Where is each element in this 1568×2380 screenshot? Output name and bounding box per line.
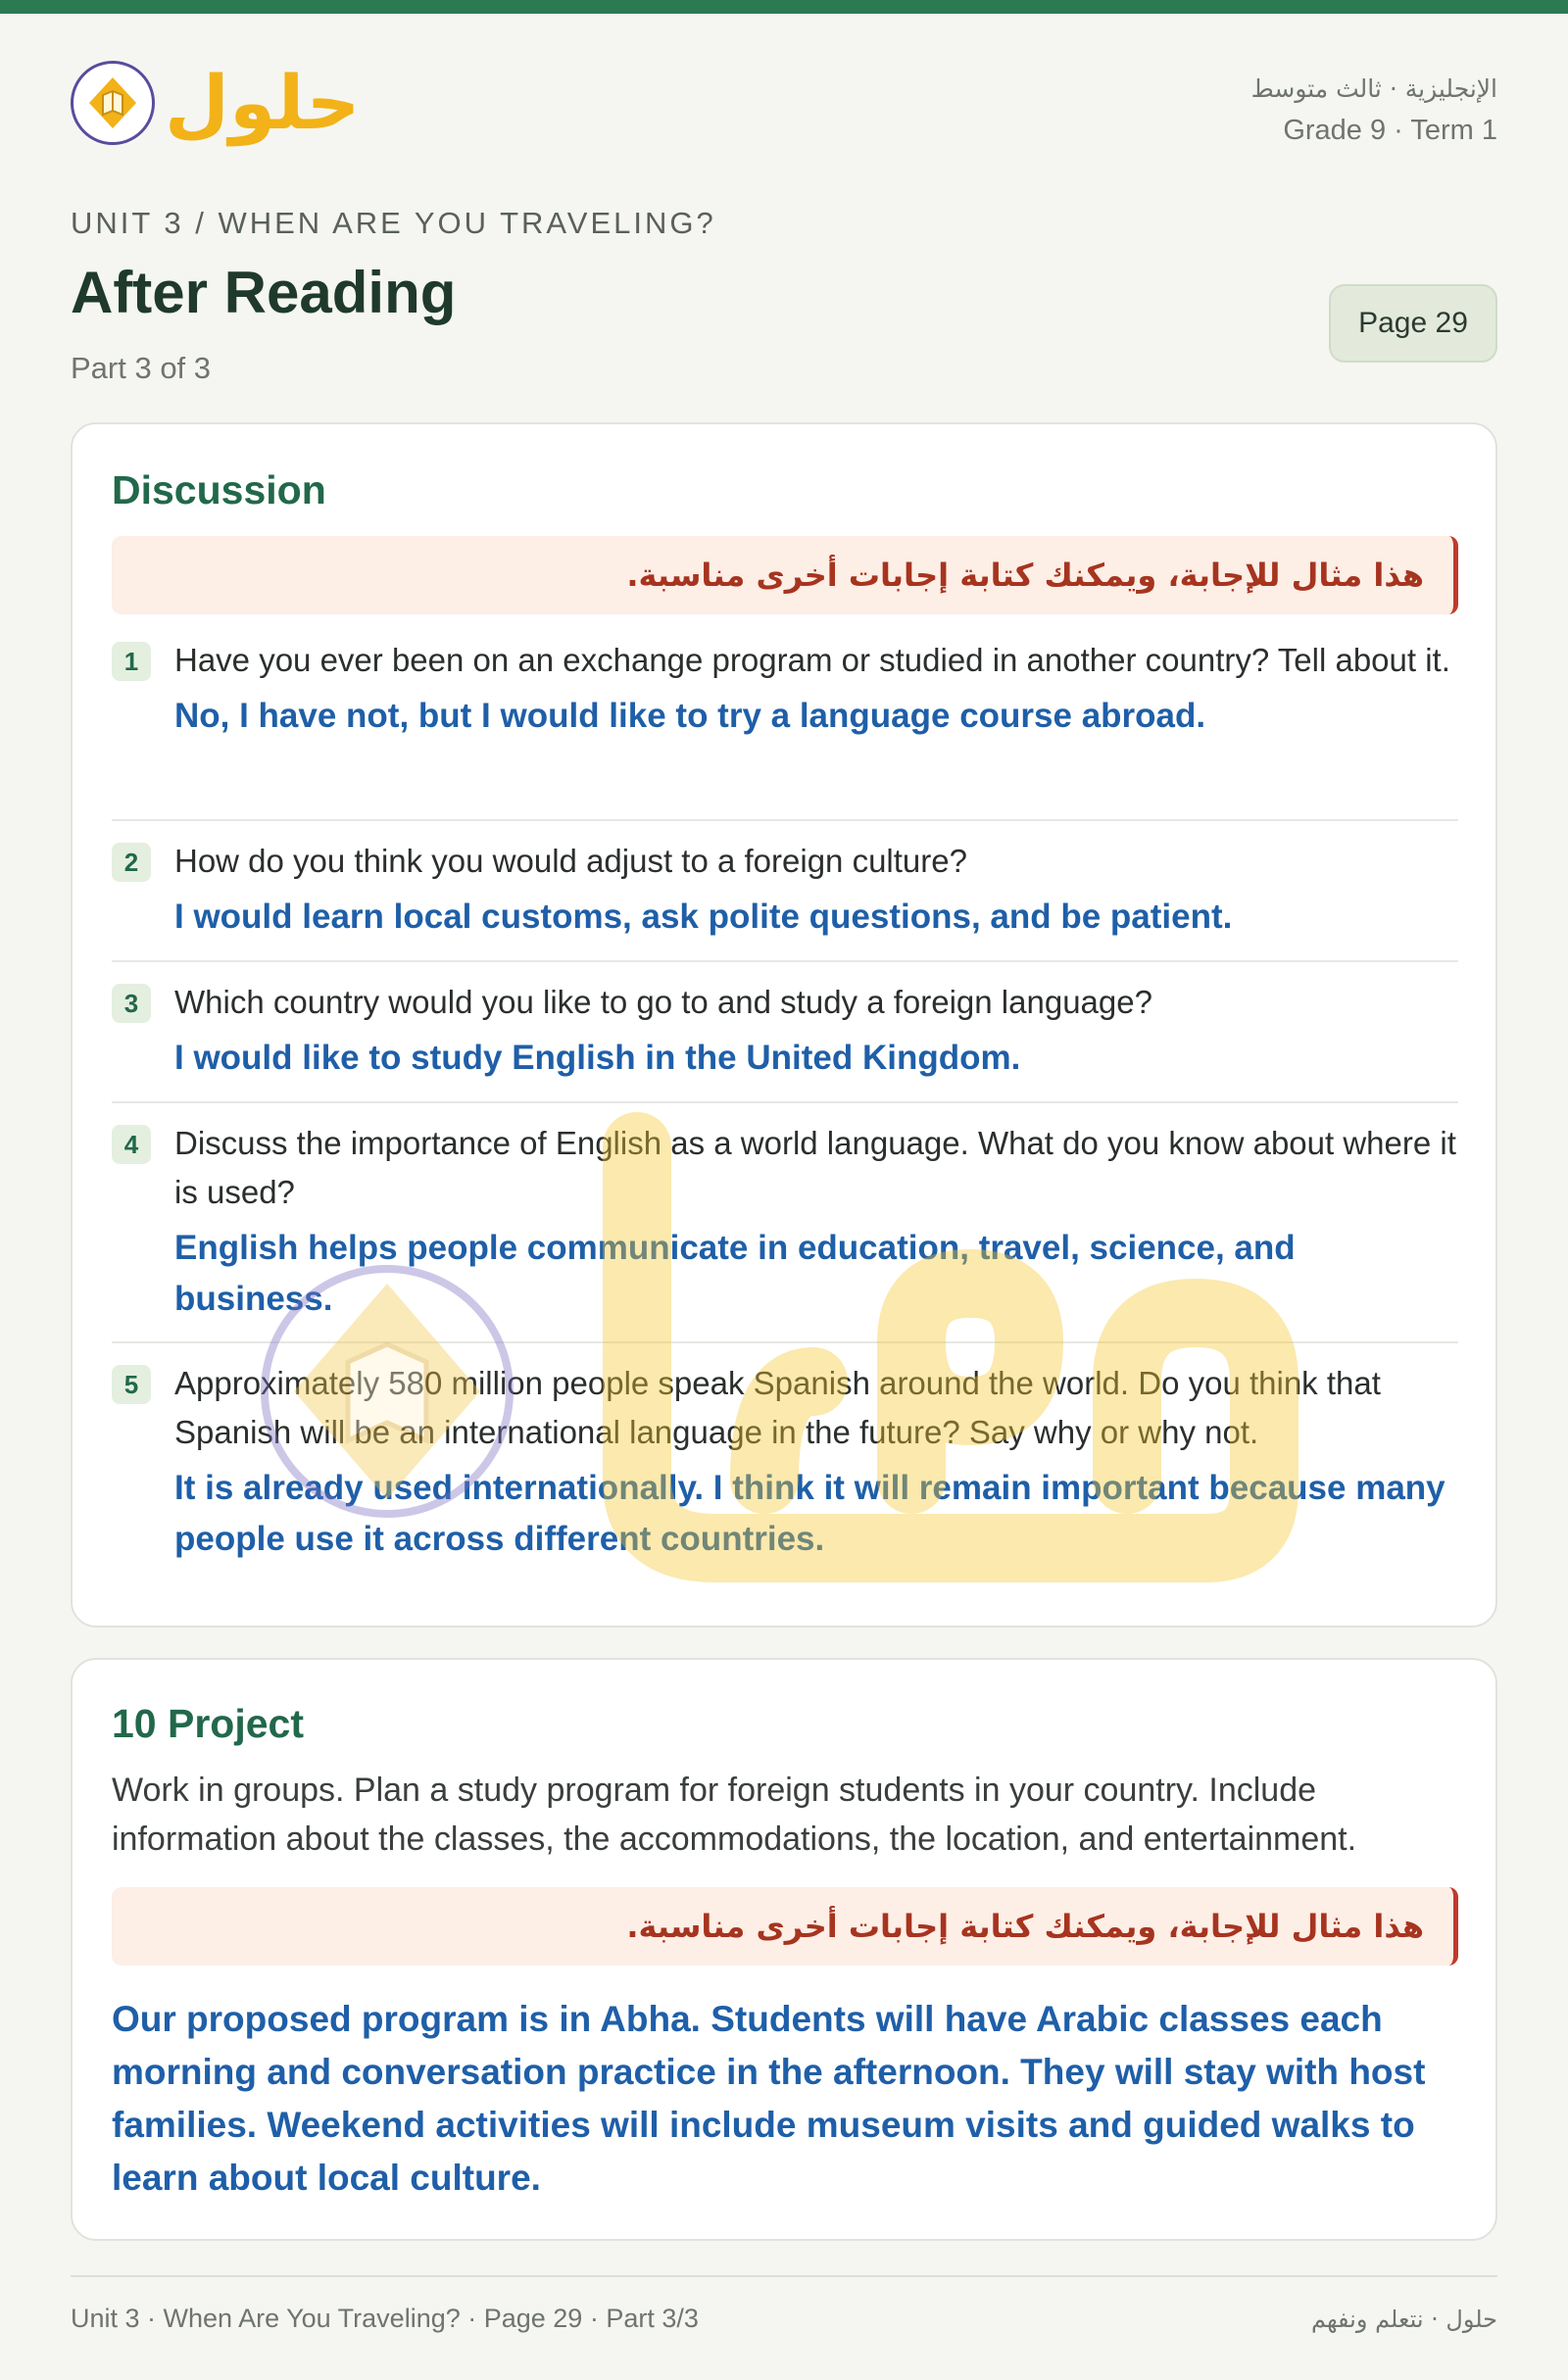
question-number: 1 [112, 642, 151, 681]
answer-text: I would learn local customs, ask polite questions, and be patient. [174, 898, 1233, 936]
logo [71, 61, 360, 145]
list-item [112, 1103, 1458, 1343]
project-card [71, 1658, 1497, 2241]
discussion-title: Discussion [112, 467, 326, 512]
list-item [112, 1343, 1458, 1588]
logo-emblem-icon [71, 61, 155, 145]
footer-brand: حلول · نتعلم ونفهم [1311, 2306, 1497, 2333]
list-item [112, 821, 1458, 962]
answer-text: English helps people communicate in education, travel, science, and business. [174, 1229, 1296, 1318]
question-number: 2 [112, 843, 151, 882]
part-label: Part 3 of 3 [71, 351, 212, 385]
question-list [112, 630, 1458, 1588]
project-answer: Our proposed program is in Abha. Students will have Arabic classes each morning and conversation practice in the afternoon. They will stay with host families. Weekend activities will include museum visits and guided walks to learn about local culture. [112, 1999, 1426, 2198]
question-text: Approximately 580 million people speak Spanish around the world. Do you think that Spanish will be an international language in the future? Say why or why not. [174, 1365, 1381, 1450]
top-accent-bar [0, 0, 1568, 14]
list-item [112, 962, 1458, 1103]
footer-page-info: Unit 3 · When Are You Traveling? · Page 29 · Part 3/3 [71, 2304, 699, 2333]
question-text: Which country would you like to go to and study a foreign language? [174, 984, 1152, 1020]
list-item [112, 630, 1458, 821]
page-number-badge: Page 29 [1329, 284, 1497, 363]
question-text: How do you think you would adjust to a foreign culture? [174, 843, 967, 879]
question-number: 5 [112, 1365, 151, 1404]
subject-label: الإنجليزية · ثالث متوسط [1250, 74, 1497, 103]
project-instructions: Work in groups. Plan a study program for foreign students in your country. Include information about the classes, the accommodations, the location, and entertainment. [112, 1772, 1357, 1858]
answer-text: No, I have not, but I would like to try a language course abroad. [174, 697, 1206, 735]
header-meta [1251, 74, 1497, 147]
question-text: Have you ever been on an exchange program or studied in another country? Tell about it. [174, 642, 1450, 678]
question-number: 4 [112, 1125, 151, 1164]
answer-note-text: هذا مثال للإجابة، ويمكنك كتابة إجابات أخرى مناسبة. [626, 557, 1424, 594]
question-text: Discuss the importance of English as a world language. What do you know about where it is used? [174, 1125, 1456, 1210]
page-title: After Reading [71, 260, 457, 325]
footer-divider [71, 2275, 1497, 2277]
answer-note [112, 536, 1458, 614]
discussion-card [71, 422, 1497, 1627]
question-number: 3 [112, 984, 151, 1023]
logo-wordmark: حلول [165, 59, 361, 146]
answer-text: It is already used internationally. I think it will remain important because many people use it across different countries. [174, 1469, 1446, 1558]
page-header [71, 61, 1497, 169]
answer-note [112, 1887, 1458, 1966]
unit-breadcrumb: UNIT 3 / WHEN ARE YOU TRAVELING? [71, 206, 716, 240]
project-title: 10 Project [112, 1701, 304, 1746]
answer-note-text: هذا مثال للإجابة، ويمكنك كتابة إجابات أخرى مناسبة. [626, 1908, 1424, 1945]
grade-label: Grade 9 · Term 1 [1283, 115, 1497, 146]
answer-text: I would like to study English in the United Kingdom. [174, 1039, 1021, 1077]
